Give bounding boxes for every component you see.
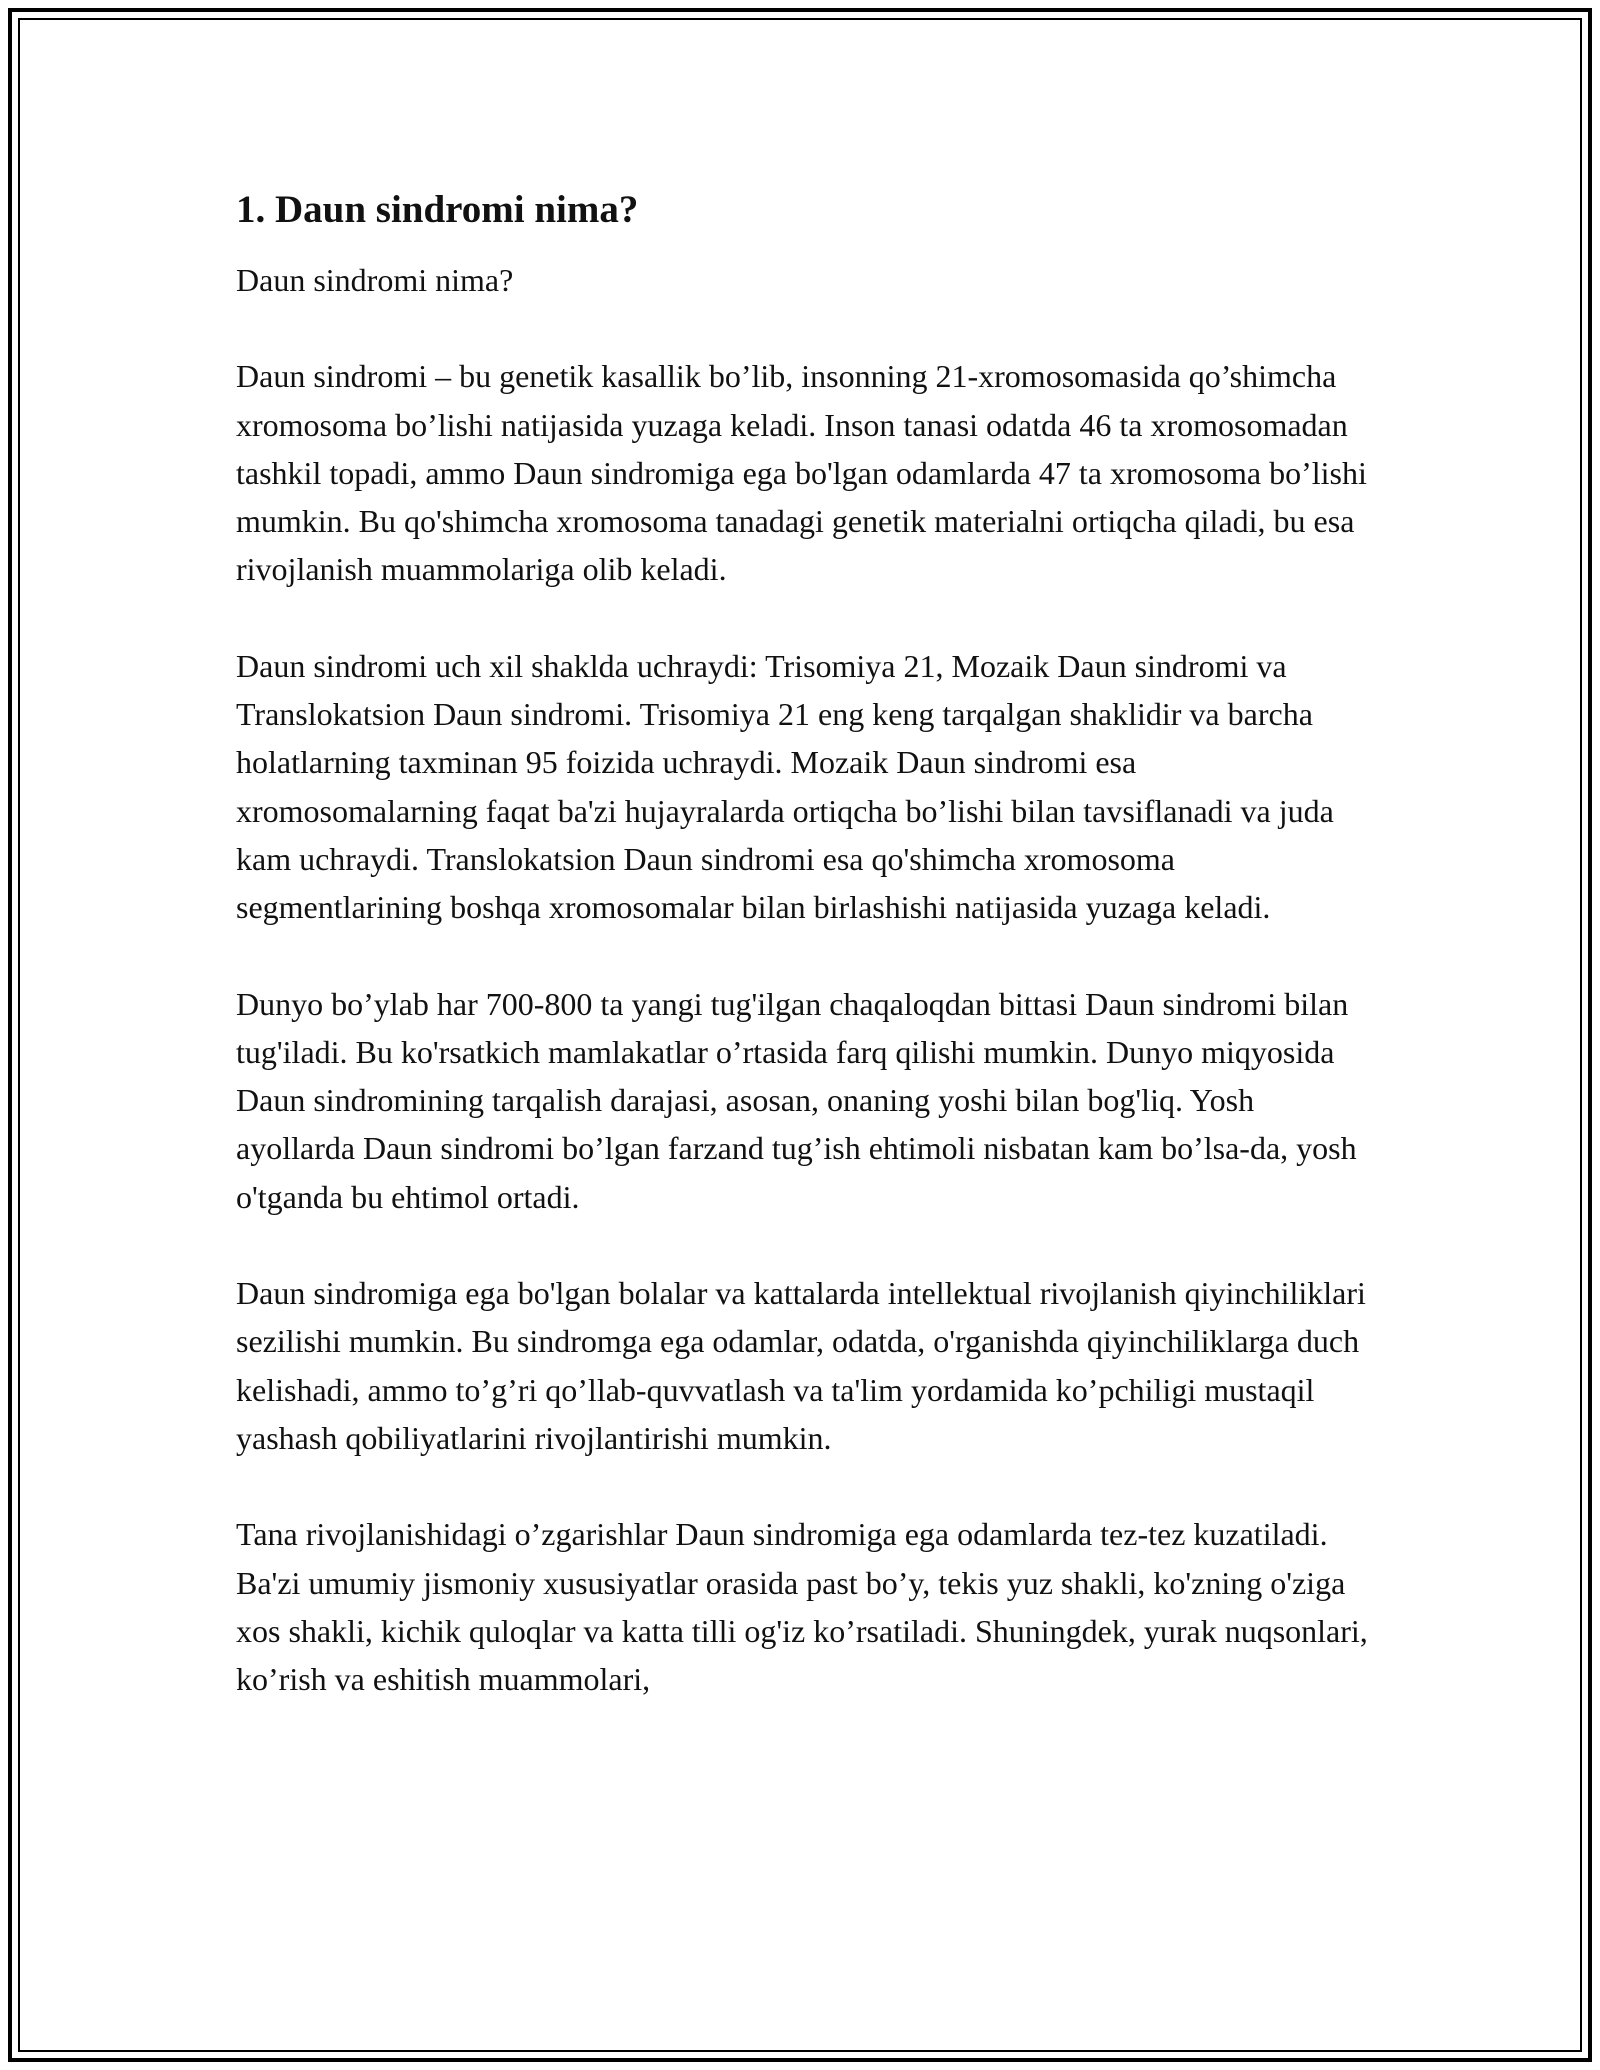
paragraph-5: Tana rivojlanishidagi o’zgarishlar Daun sindromiga ega odamlarda tez-tez kuzatiladi. Ba'zi umumiy jismoniy xususiyatlar orasida past bo’y, tekis yuz shakli, ko'zning o'ziga xos shakli, kichik quloqlar va katta tilli og'iz ko’rsatiladi. Shuningdek, yurak nuqsonlari, ko’rish va eshitish muammolari, (236, 1516, 1368, 1698)
paragraph-3: Dunyo bo’ylab har 700-800 ta yangi tug'ilgan chaqaloqdan bittasi Daun sindromi bilan tug'iladi. Bu ko'rsatkich mamlakatlar o’rtasida farq qilishi mumkin. Dunyo miqyosida Daun sindromining tarqalish darajasi, asosan, onaning yoshi bilan bog'liq. Yosh ayollarda Daun sindromi bo’lgan farzand tug’ish ehtimoli nisbatan kam bo’lsa-da, yosh o'tganda bu ehtimol ortadi. (236, 985, 1357, 1215)
document-body (236, 186, 1376, 1751)
paragraph-1: Daun sindromi – bu genetik kasallik bo’lib, insonning 21-xromosomasida qo’shimcha xromosoma bo’lishi natijasida yuzaga keladi. Inson tanasi odatda 46 ta xromosomadan tashkil topadi, ammo Daun sindromiga ega bo'lgan odamlarda 47 ta xromosoma bo’lishi mumkin. Bu qo'shimcha xromosoma tanadagi genetik materialni ortiqcha qiladi, bu esa rivojlanish muammolariga olib keladi. (236, 358, 1367, 588)
paragraph-2: Daun sindromi uch xil shaklda uchraydi: Trisomiya 21, Mozaik Daun sindromi va Translokatsion Daun sindromi. Trisomiya 21 eng keng tarqalgan shaklidir va barcha holatlarning taxminan 95 foizida uchraydi. Mozaik Daun sindromi esa xromosomalarning faqat ba'zi hujayralarda ortiqcha bo’lishi bilan tavsiflanadi va juda kam uchraydi. Translokatsion Daun sindromi esa qo'shimcha xromosoma segmentlarining boshqa xromosomalar bilan birlashishi natijasida yuzaga keladi. (236, 647, 1334, 926)
page-title: 1. Daun sindromi nima? (236, 188, 639, 231)
paragraph-4: Daun sindromiga ega bo'lgan bolalar va kattalarda intellektual rivojlanish qiyinchiliklari sezilishi mumkin. Bu sindromga ega odamlar, odatda, o'rganishda qiyinchiliklarga duch kelishadi, ammo to’g’ri qo’llab-quvvatlash va ta'lim yordamida ko’pchiligi mustaqil yashash qobiliyatlarini rivojlantirishi mumkin. (236, 1275, 1366, 1456)
section-subtitle: Daun sindromi nima? (236, 262, 514, 298)
